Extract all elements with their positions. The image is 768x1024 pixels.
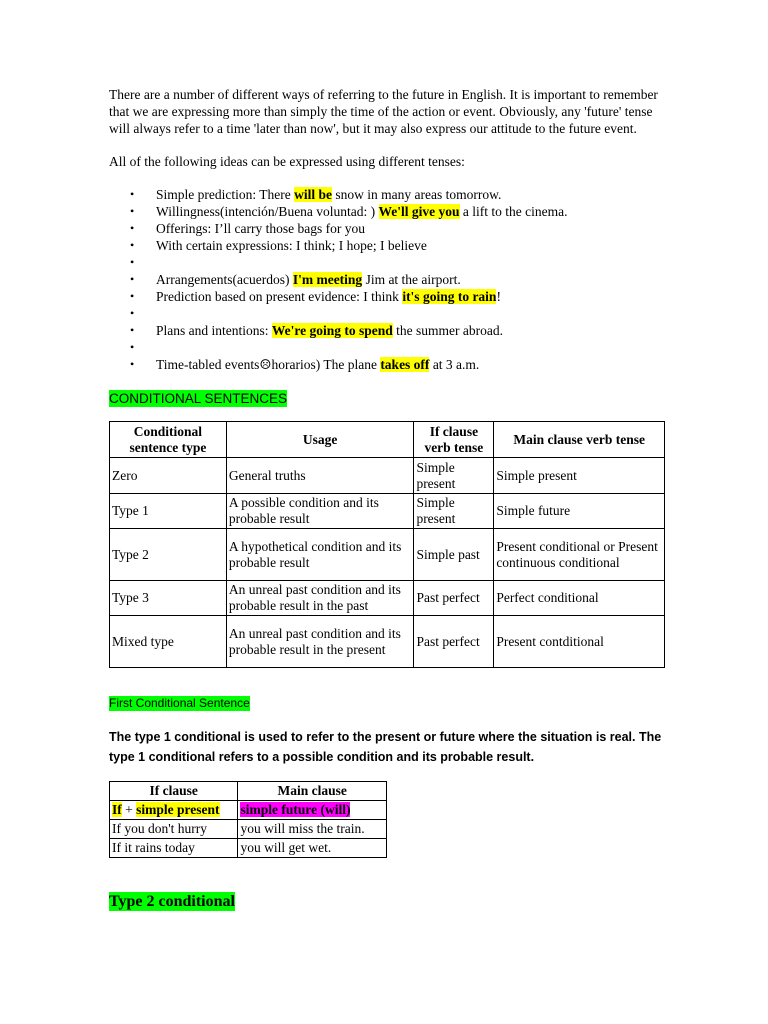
column-header: If clause	[110, 782, 238, 801]
table-cell: Simple present	[494, 458, 665, 494]
bullet-icon: •	[130, 306, 135, 320]
table-cell: Simple present	[414, 458, 494, 494]
frown-icon: ☹	[259, 357, 272, 372]
table-cell: Simple present	[414, 494, 494, 529]
type2-conditional-heading: Type 2 conditional	[109, 893, 235, 910]
bullet-icon: •	[130, 323, 135, 337]
document-page	[109, 86, 669, 911]
table-row	[110, 616, 665, 668]
table-cell: An unreal past condition and its probable result in the past	[226, 581, 414, 616]
table-cell: Type 3	[110, 581, 227, 616]
ideas-list	[109, 186, 669, 373]
table-cell: you will miss the train.	[238, 820, 387, 839]
list-item-empty	[109, 339, 669, 356]
table-cell: Simple past	[414, 529, 494, 581]
list-item: • Prediction based on present evidence: I think it's going to rain!	[130, 289, 501, 304]
list-item-empty	[109, 254, 669, 271]
first-conditional-heading: First Conditional Sentence	[109, 696, 250, 710]
table-row	[110, 820, 387, 839]
table-cell: A hypothetical condition and its probable result	[226, 529, 414, 581]
table-row	[110, 839, 387, 858]
table-header-row	[110, 782, 387, 801]
list-item: • Simple prediction: There will be snow in many areas tomorrow.	[130, 187, 502, 202]
table-cell: you will get wet.	[238, 839, 387, 858]
first-conditional-text: The type 1 conditional is used to refer to the present or future where the situation is real. The type 1 conditional refers to a possible condition and its probable result.	[109, 730, 662, 764]
bullet-icon: •	[130, 272, 135, 286]
intro-paragraph: There are a number of different ways of referring to the future in English. It is important to remember that we are expressing more than simply the time of the action or event. Obviously, any 'future' tense will always refer to a time 'later than now', but it may also express our attitude to the future event.	[109, 87, 658, 136]
list-item: • Plans and intentions: We're going to spend the summer abroad.	[130, 323, 503, 338]
lead-sentence: All of the following ideas can be expressed using different tenses:	[109, 154, 465, 169]
bullet-icon: •	[130, 187, 135, 201]
column-header: Conditional sentence type	[110, 422, 227, 458]
table-cell: Past perfect	[414, 581, 494, 616]
bullet-icon: •	[130, 221, 135, 235]
bullet-icon: •	[130, 255, 135, 269]
table-cell: If + simple present	[110, 801, 238, 820]
table-row	[110, 494, 665, 529]
table-cell: Past perfect	[414, 616, 494, 668]
table-cell: Mixed type	[110, 616, 227, 668]
bullet-icon: •	[130, 204, 135, 218]
column-header: Usage	[226, 422, 414, 458]
table-row	[110, 529, 665, 581]
table-row	[110, 581, 665, 616]
table-row-formula	[110, 801, 387, 820]
if-main-clause-table	[109, 781, 387, 858]
conditional-sentences-heading: CONDITIONAL SENTENCES	[109, 391, 288, 406]
table-cell: An unreal past condition and its probable result in the present	[226, 616, 414, 668]
conditional-types-table	[109, 421, 665, 668]
list-item: • Time-tabled events☹horarios) The plane takes off at 3 a.m.	[130, 357, 480, 372]
bullet-icon: •	[130, 340, 135, 354]
bullet-icon: •	[130, 238, 135, 252]
table-cell: Zero	[110, 458, 227, 494]
table-cell: A possible condition and its probable result	[226, 494, 414, 529]
table-cell: Type 1	[110, 494, 227, 529]
column-header: Main clause	[238, 782, 387, 801]
table-cell: Simple future	[494, 494, 665, 529]
bullet-icon: •	[130, 289, 135, 303]
list-item: • With certain expressions: I think; I hope; I believe	[130, 238, 427, 253]
table-cell: If it rains today	[110, 839, 238, 858]
bullet-icon: •	[130, 357, 135, 371]
table-cell: Perfect conditional	[494, 581, 665, 616]
table-cell: Present conditional or Present continuous conditional	[494, 529, 665, 581]
column-header: Main clause verb tense	[494, 422, 665, 458]
list-item: • Offerings: I’ll carry those bags for you	[130, 221, 365, 236]
list-item: • Willingness(intención/Buena voluntad: ) We'll give you a lift to the cinema.	[130, 204, 568, 219]
table-header-row	[110, 422, 665, 458]
table-cell: Type 2	[110, 529, 227, 581]
list-item-empty	[109, 305, 669, 322]
table-cell: If you don't hurry	[110, 820, 238, 839]
table-cell: Present contditional	[494, 616, 665, 668]
table-cell: simple future (will)	[238, 801, 387, 820]
column-header: If clause verb tense	[414, 422, 494, 458]
table-cell: General truths	[226, 458, 414, 494]
table-row	[110, 458, 665, 494]
list-item: • Arrangements(acuerdos) I'm meeting Jim at the airport.	[130, 272, 461, 287]
